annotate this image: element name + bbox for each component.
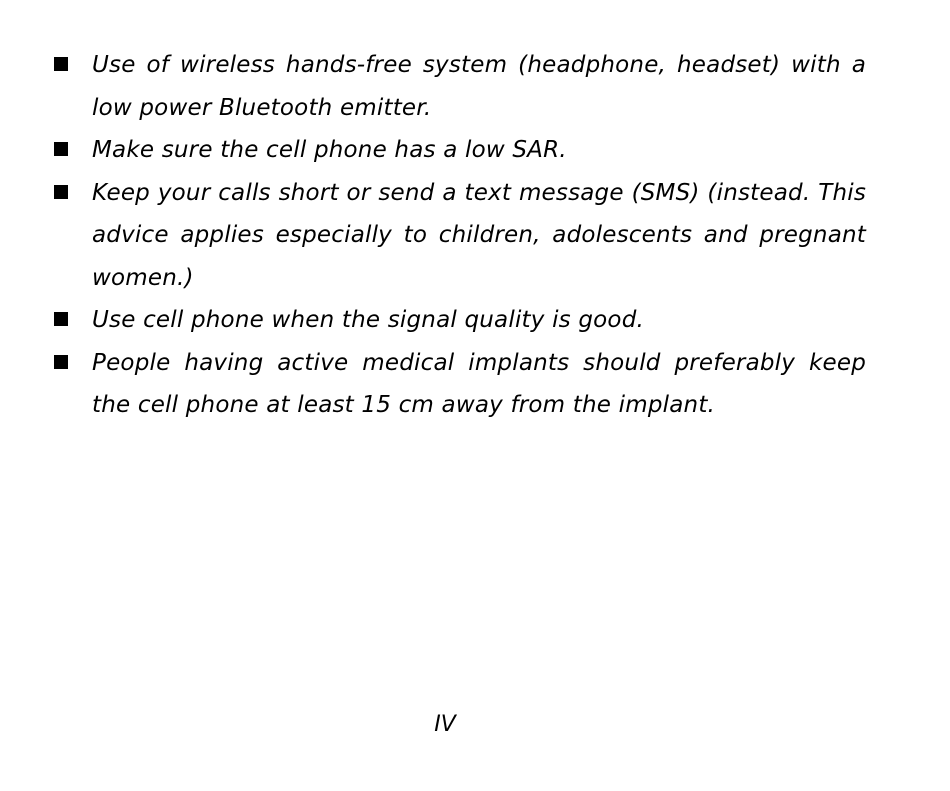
list-item	[52, 44, 866, 129]
black-square-bullet-icon	[54, 185, 68, 199]
black-square-bullet-icon	[54, 312, 68, 326]
list-item	[52, 342, 866, 427]
list-item	[52, 299, 866, 342]
list-item-text: Use cell phone when the signal quality is good.	[92, 307, 645, 333]
list-item	[52, 172, 866, 300]
black-square-bullet-icon	[54, 355, 68, 369]
page-number: IV	[434, 712, 456, 737]
list-item-text: Keep your calls short or send a text message (SMS) (instead. This advice applies especially to children, adolescents and pregnant women.)	[92, 179, 866, 291]
list-item-text: Use of wireless hands-free system (headphone, headset) with a low power Bluetooth emitter.	[92, 52, 866, 121]
list-item-text: People having active medical implants should preferably keep the cell phone at least 15 cm away from the implant.	[92, 349, 866, 418]
black-square-bullet-icon	[54, 57, 68, 71]
safety-advice-list	[52, 44, 866, 427]
list-item-text: Make sure the cell phone has a low SAR.	[92, 137, 567, 163]
list-item	[52, 129, 866, 172]
black-square-bullet-icon	[54, 142, 68, 156]
